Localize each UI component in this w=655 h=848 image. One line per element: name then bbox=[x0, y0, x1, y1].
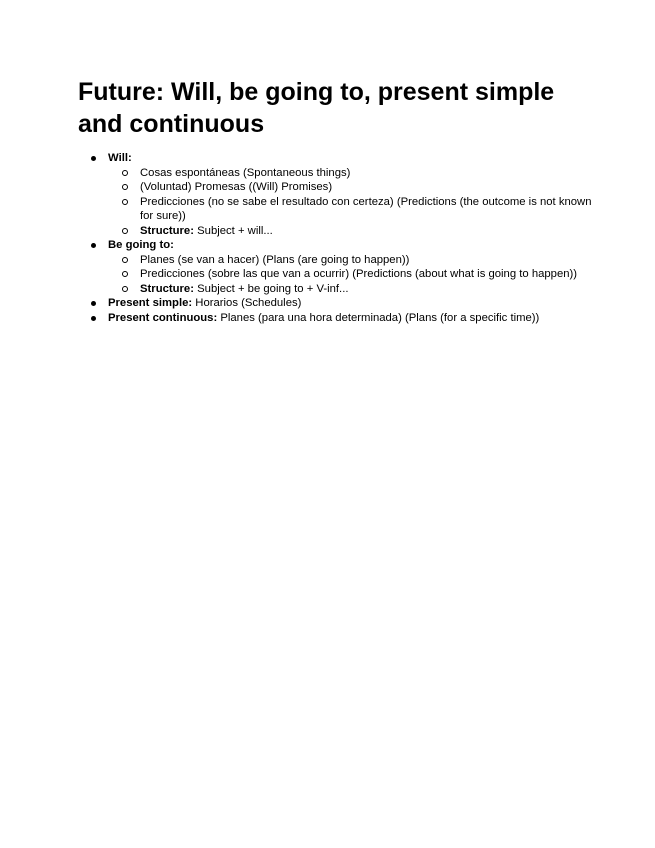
sub-list bbox=[108, 166, 598, 239]
document-content bbox=[78, 151, 598, 325]
hollow-bullet-icon bbox=[122, 170, 128, 176]
hollow-bullet-icon bbox=[122, 199, 128, 205]
hollow-bullet-icon bbox=[122, 228, 128, 234]
hollow-bullet-icon bbox=[122, 184, 128, 190]
sub-item-text: Subject + be going to + V-inf... bbox=[193, 282, 349, 295]
sub-list-item bbox=[108, 166, 598, 181]
sub-item-text: (Voluntad) Promesas ((Will) Promises) bbox=[140, 181, 333, 193]
item-label: Will: bbox=[108, 152, 132, 164]
sub-item-label: Structure: bbox=[140, 282, 194, 295]
sub-item-label: Structure: bbox=[140, 224, 194, 237]
sub-item-text: Predicciones (no se sabe el resultado con certeza) (Predictions (the outcome is not known for sure)) bbox=[140, 195, 592, 222]
hollow-bullet-icon bbox=[122, 286, 128, 292]
item-text: Planes (para una hora determinada) (Plans (for a specific time)) bbox=[217, 311, 540, 324]
hollow-bullet-icon bbox=[122, 257, 128, 263]
sub-item-text: Planes (se van a hacer) (Plans (are going to happen)) bbox=[140, 253, 410, 266]
list-item-present-continuous bbox=[78, 311, 598, 326]
bullet-icon bbox=[91, 316, 96, 321]
item-label: Be going to: bbox=[108, 239, 174, 251]
item-label: Present simple: bbox=[108, 297, 193, 309]
list-item-will bbox=[78, 151, 598, 238]
sub-list bbox=[108, 253, 598, 297]
sub-list-item bbox=[108, 253, 598, 268]
bullet-icon bbox=[91, 243, 96, 248]
bullet-list bbox=[78, 151, 598, 325]
item-label: Present continuous: bbox=[108, 311, 218, 324]
item-text: Horarios (Schedules) bbox=[192, 297, 302, 309]
document-title: Future: Will, be going to, present simple and continuous bbox=[78, 78, 555, 138]
bullet-icon bbox=[91, 156, 96, 161]
sub-list-item bbox=[108, 224, 598, 239]
sub-list-item bbox=[108, 180, 598, 195]
list-item-be-going-to bbox=[78, 238, 598, 296]
sub-list-item bbox=[108, 267, 598, 282]
sub-item-text: Predicciones (sobre las que van a ocurrir) (Predictions (about what is going to happen)) bbox=[140, 268, 578, 280]
list-item-present-simple bbox=[78, 296, 598, 311]
sub-item-text: Subject + will... bbox=[193, 224, 273, 237]
sub-item-text: Cosas espontáneas (Spontaneous things) bbox=[140, 166, 351, 179]
hollow-bullet-icon bbox=[122, 271, 128, 277]
bullet-icon bbox=[91, 301, 96, 306]
sub-list-item bbox=[108, 195, 598, 224]
sub-list-item bbox=[108, 282, 598, 297]
